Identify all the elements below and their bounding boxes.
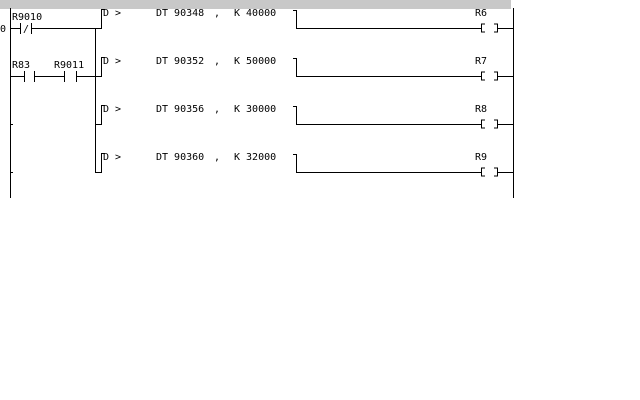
- step-number: 0: [0, 24, 7, 35]
- rung-2[interactable]: [95, 56, 513, 81]
- compare-func: D: [103, 56, 110, 67]
- coil-label: R7: [475, 56, 488, 67]
- separator: ,: [214, 8, 221, 19]
- operand-dt: DT 90360: [156, 152, 205, 163]
- contact-r9010[interactable]: [10, 12, 95, 35]
- contact-label: R9011: [54, 60, 85, 71]
- operand-k: K 32000: [234, 152, 277, 163]
- contact-label: R83: [12, 60, 31, 71]
- rung-1[interactable]: [95, 8, 513, 33]
- rung-3[interactable]: [95, 104, 513, 129]
- compare-gt-icon: >: [115, 104, 122, 115]
- operand-k: K 30000: [234, 104, 277, 115]
- operand-k: K 40000: [234, 8, 277, 19]
- contact-label: R9010: [12, 12, 43, 23]
- compare-gt-icon: >: [115, 56, 122, 67]
- compare-gt-icon: >: [115, 152, 122, 163]
- rung-4[interactable]: [95, 152, 513, 177]
- compare-func: D: [103, 104, 110, 115]
- separator: ,: [214, 152, 221, 163]
- operand-k: K 50000: [234, 56, 277, 67]
- contact-r9011[interactable]: [54, 60, 95, 82]
- nc-slash-icon: /: [23, 24, 30, 35]
- operand-dt: DT 90348: [156, 8, 205, 19]
- operand-dt: DT 90356: [156, 104, 205, 115]
- compare-gt-icon: >: [115, 8, 122, 19]
- separator: ,: [214, 56, 221, 67]
- operand-dt: DT 90352: [156, 56, 205, 67]
- compare-func: D: [103, 152, 110, 163]
- coil-label: R6: [475, 8, 488, 19]
- rung-list: [95, 8, 513, 177]
- coil-label: R9: [475, 152, 488, 163]
- separator: ,: [214, 104, 221, 115]
- compare-func: D: [103, 8, 110, 19]
- coil-label: R8: [475, 104, 488, 115]
